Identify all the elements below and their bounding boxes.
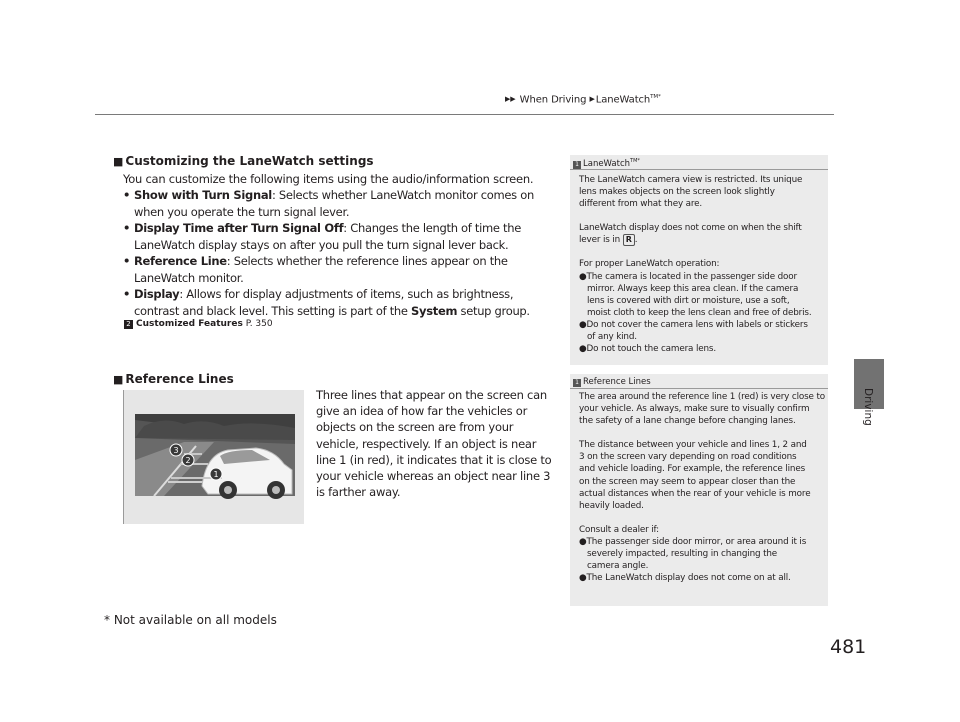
note-line	[579, 234, 812, 246]
note-line: The area around the reference line 1 (red) is very close to	[579, 392, 825, 402]
svg-text:1: 1	[213, 470, 219, 479]
list-item	[123, 253, 557, 286]
note-line: and vehicle loading. For example, the reference lines	[579, 464, 806, 475]
marker-3	[170, 444, 182, 456]
asterisk-mark: *	[637, 158, 640, 164]
note-line: actual distances when the rear of your vehicle is more	[579, 488, 811, 499]
note-line: different from what they are.	[579, 199, 703, 210]
note-number-icon: 1	[573, 161, 581, 169]
customizing-intro: You can customize the following items using the audio/information screen.	[123, 172, 534, 186]
note-bullet	[579, 536, 825, 548]
note-line: lens makes objects on the screen look slightly	[579, 187, 775, 198]
note-bullet	[579, 572, 825, 584]
item-term: Display Time after Turn Signal Off	[134, 221, 344, 235]
arrow-icon: ▶	[589, 95, 595, 104]
bullet-icon: ●	[579, 271, 587, 282]
asterisk-mark: *	[658, 94, 661, 100]
list-item	[123, 220, 557, 253]
double-arrow-icon: ▶▶	[505, 95, 516, 104]
note-line: For proper LaneWatch operation:	[579, 259, 720, 270]
chapter-tab-label: Driving	[862, 388, 874, 426]
breadcrumb-lanewatch[interactable]: LaneWatch	[595, 94, 651, 106]
settings-list	[123, 187, 557, 319]
footnote: * Not available on all models	[104, 613, 277, 627]
customizing-heading	[113, 154, 374, 168]
cross-reference-link[interactable]	[124, 319, 273, 329]
note-line: The LaneWatch camera view is restricted. Its unique	[579, 175, 803, 185]
note-text	[579, 174, 812, 355]
reverse-gear-icon: R	[623, 234, 635, 246]
note-line: lens is covered with dirt or moisture, use a soft,	[587, 295, 790, 306]
bullet-text: Do not cover the camera lens with labels or stickers	[586, 319, 808, 330]
note-line: the safety of a lane change before changing lanes.	[579, 416, 796, 427]
note-line: on the screen may seem to appear closer than the	[579, 476, 796, 487]
breadcrumb-when-driving[interactable]: When Driving	[519, 94, 587, 106]
page-number: 481	[830, 636, 867, 658]
list-item	[123, 286, 557, 319]
bullet-icon: ●	[579, 319, 587, 330]
bullet-icon: ●	[579, 573, 587, 584]
bullet-text: The camera is located in the passenger side door	[586, 271, 797, 282]
square-bullet-icon: ■	[113, 373, 124, 386]
marker-1	[210, 468, 222, 480]
note-bullet	[579, 271, 812, 283]
note-line: 3 on the screen vary depending on road conditions	[579, 452, 797, 463]
reference-lines-paragraph: Three lines that appear on the screen can give an idea of how far the vehicles or objects on the screen are from your vehicle, respectively. If an object is near line 1 (in red), it indicates that it is close to your vehicle whereas an object near line 3 is farther away.	[316, 388, 552, 500]
bullet-text: The LaneWatch display does not come on at all.	[586, 573, 791, 584]
breadcrumb	[505, 94, 661, 105]
reference-heading-text: Reference Lines	[125, 372, 234, 386]
note-line: severely impacted, resulting in changing the	[587, 549, 778, 560]
item-term: Display	[134, 287, 180, 301]
note-line-end: .	[634, 235, 638, 246]
note-line: heavily loaded.	[579, 500, 644, 511]
item-text: setup group.	[457, 303, 530, 318]
note-line: moist cloth to keep the lens clean and free of debris.	[587, 307, 812, 318]
note-bullet	[579, 319, 812, 331]
bullet-icon: ●	[579, 344, 587, 355]
note-reference-lines	[570, 374, 828, 606]
svg-text:3: 3	[173, 446, 179, 455]
lanewatch-screen-image	[124, 390, 304, 524]
list-item	[123, 187, 557, 220]
svg-text:2: 2	[185, 456, 191, 465]
note-line: of any kind.	[587, 332, 637, 343]
note-line: your vehicle. As always, make sure to visually confirm	[579, 404, 810, 415]
xref-title: Customized Features	[136, 319, 243, 329]
note-bullet	[579, 343, 812, 355]
header-divider	[95, 114, 834, 115]
note-header	[573, 377, 651, 387]
xref-arrow-icon: 2	[124, 320, 133, 329]
note-lanewatch	[570, 155, 828, 365]
note-title: Reference Lines	[583, 377, 651, 387]
note-title: LaneWatch	[583, 158, 631, 169]
trademark-mark: TM	[650, 94, 659, 100]
note-line: camera angle.	[587, 561, 649, 572]
bullet-text: Do not touch the camera lens.	[586, 344, 717, 355]
bullet-icon: ●	[579, 536, 587, 547]
note-divider	[570, 388, 828, 389]
note-line: LaneWatch display does not come on when the shift	[579, 223, 802, 234]
xref-page: P. 350	[245, 319, 273, 329]
square-bullet-icon: ■	[113, 155, 124, 168]
trademark-mark: TM	[630, 158, 638, 164]
item-term: Reference Line	[134, 254, 227, 268]
note-line: mirror. Always keep this area clean. If the camera	[587, 283, 799, 294]
customizing-heading-text: Customizing the LaneWatch settings	[125, 154, 374, 168]
item-text: : Selects whether the reference lines appear on the LaneWatch monitor.	[134, 254, 508, 285]
item-term: Show with Turn Signal	[134, 188, 272, 202]
note-line: Consult a dealer if:	[579, 524, 659, 535]
item-text: : Allows for display adjustments of items, such as brightness, contrast and black level. This setting is part of the	[134, 287, 514, 318]
note-line-text: lever is in	[579, 235, 621, 246]
item-text: : Selects whether LaneWatch monitor comes on when you operate the turn signal lever.	[134, 188, 534, 219]
note-header	[573, 158, 640, 169]
item-text: : Changes the length of time the LaneWatch display stays on after you pull the turn signal lever back.	[134, 221, 521, 252]
marker-2	[182, 454, 194, 466]
note-text	[579, 391, 825, 584]
note-line: The distance between your vehicle and lines 1, 2 and	[579, 440, 807, 451]
note-number-icon: 1	[573, 379, 581, 387]
reference-lines-heading	[113, 372, 234, 386]
bullet-text: The passenger side door mirror, or area around it is	[586, 536, 807, 547]
item-term: System	[411, 303, 458, 318]
lanewatch-reference-lines-illustration	[123, 390, 304, 524]
note-divider	[570, 169, 828, 170]
